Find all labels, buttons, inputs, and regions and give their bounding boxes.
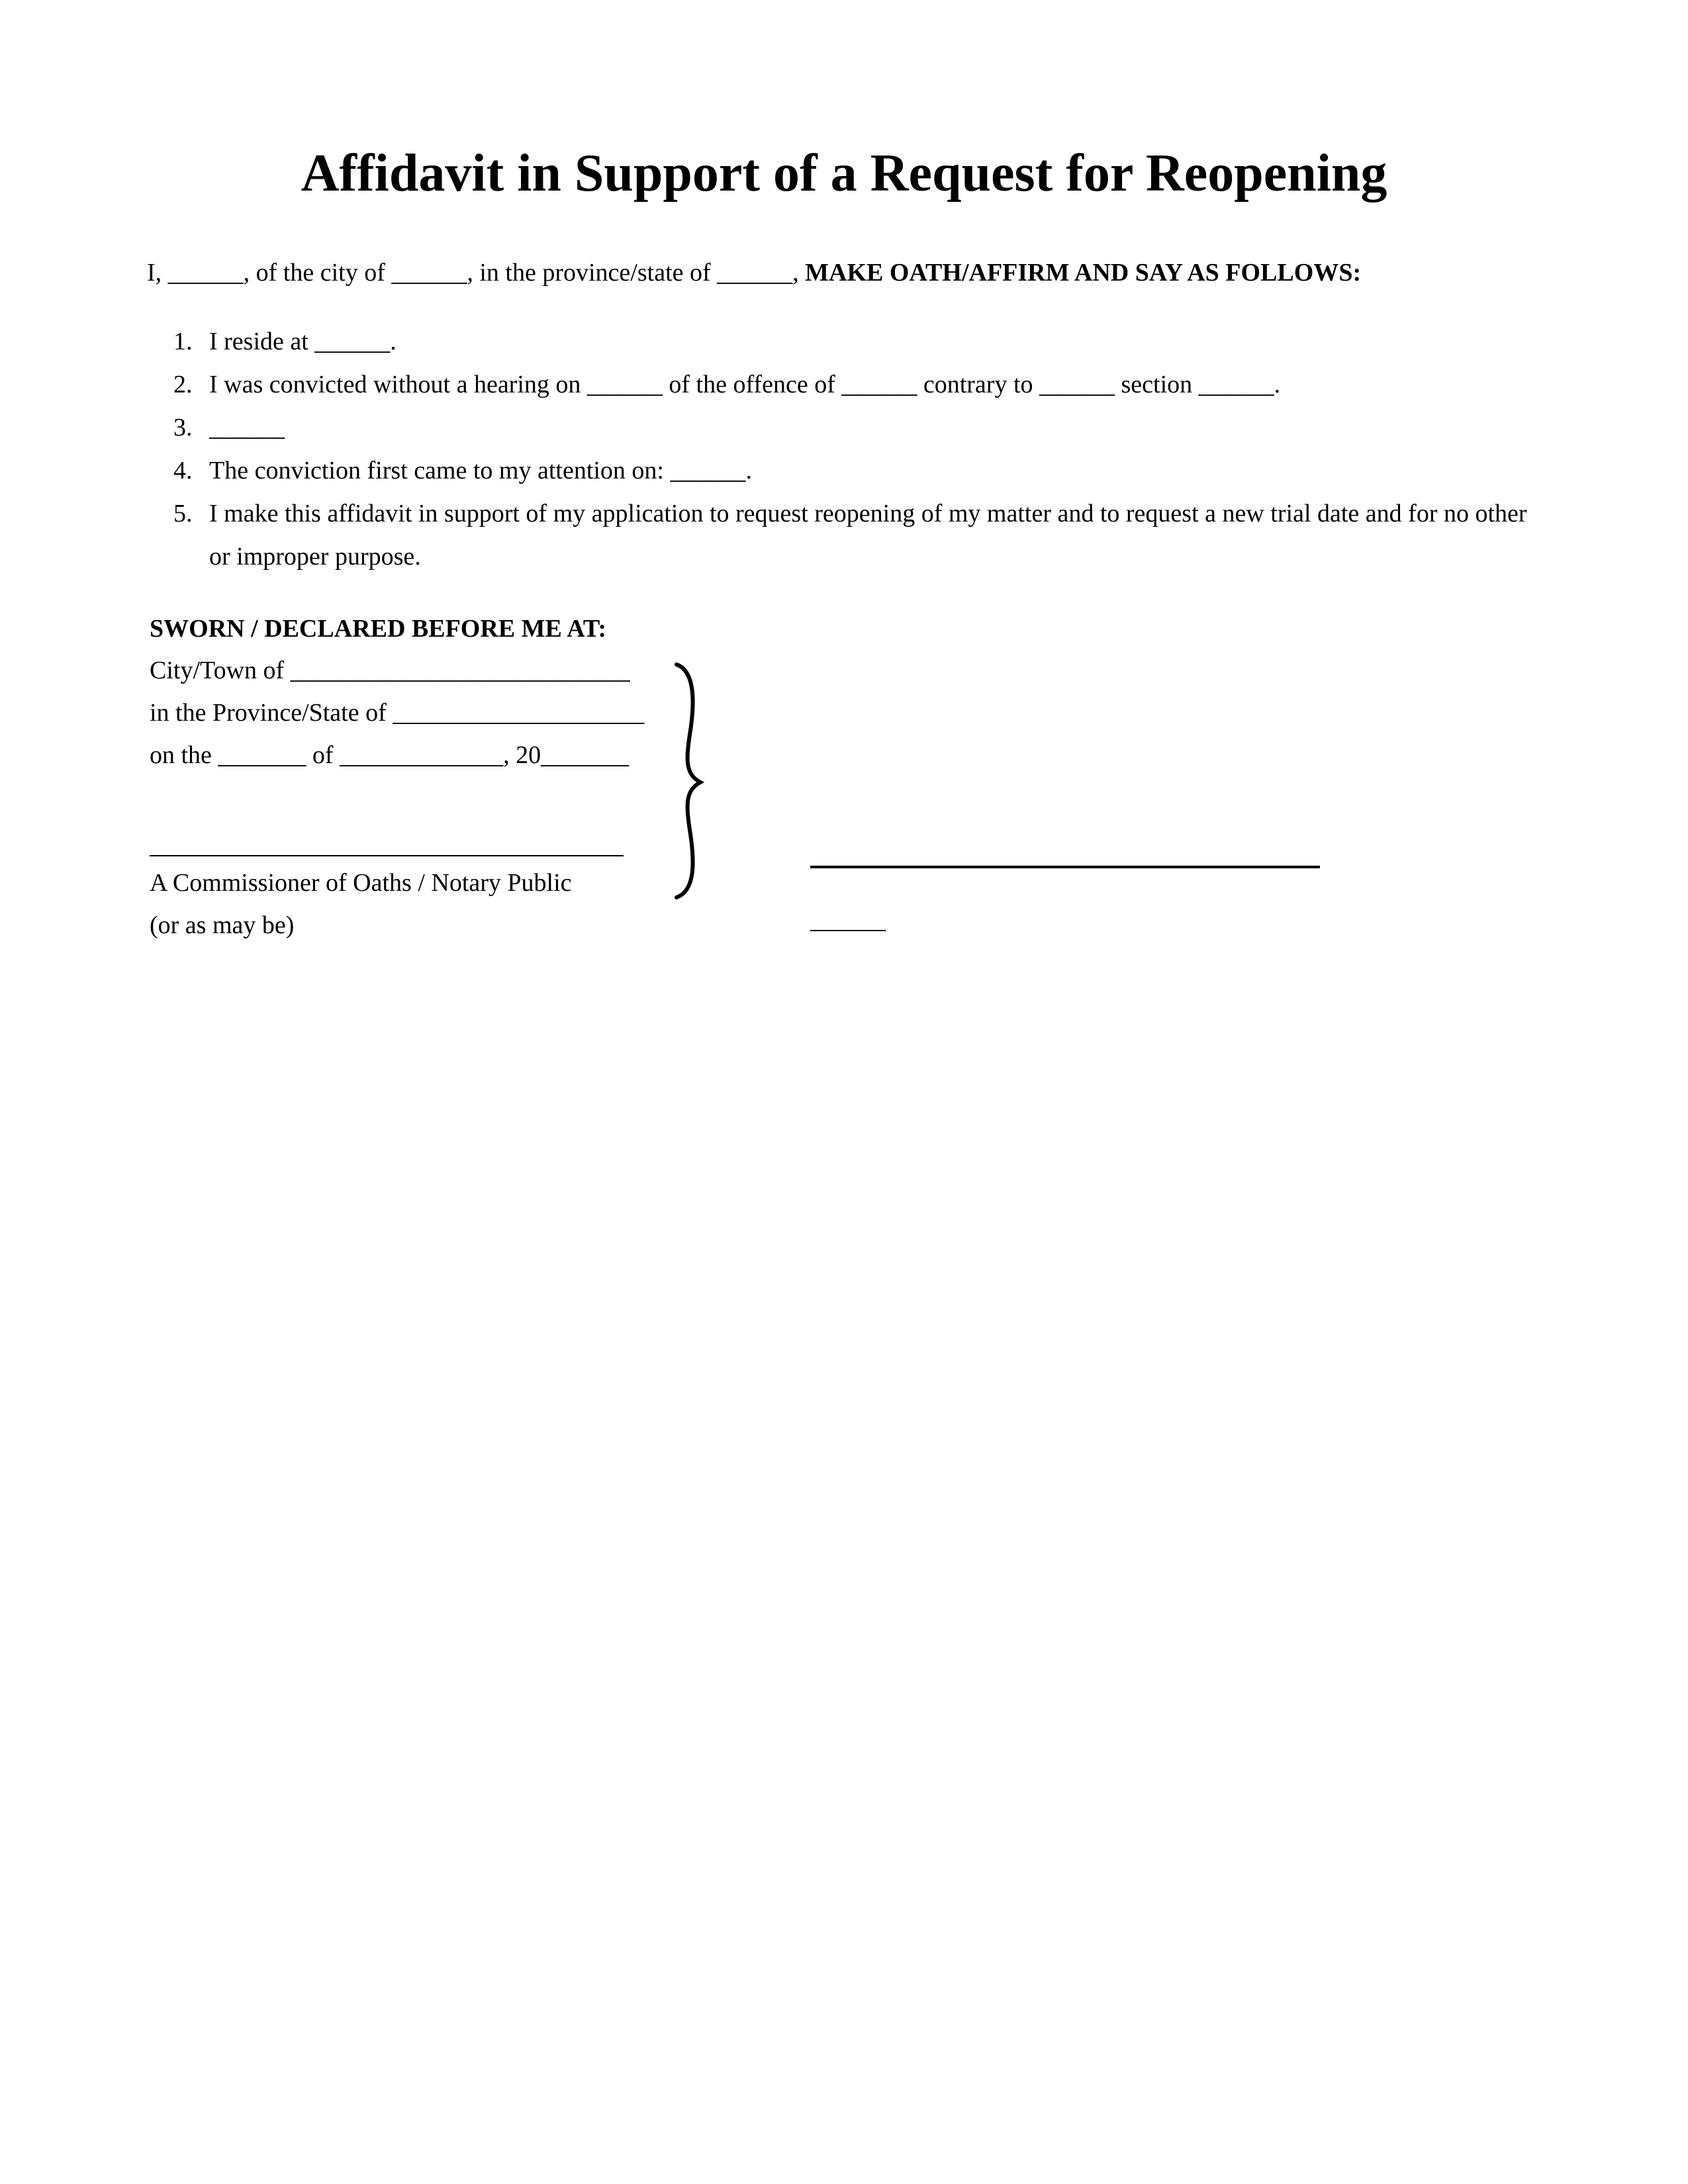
jurat-city-line: City/Town of ___________________________ [150, 657, 630, 684]
commissioner-signature-line [150, 855, 624, 856]
item-number: 4. [173, 457, 193, 484]
jurat-date-line: on the _______ of _____________, 20_______ [150, 741, 630, 769]
intro-text: I, ______, of the city of ______, in the province/state of ______, [147, 259, 806, 287]
item-text: I was convicted without a hearing on ______ of the offence of ______ contrary to ______ section ______. [209, 371, 1281, 398]
affidavit-items-list [147, 320, 1544, 578]
item-text: The conviction first came to my attention on: ______. [209, 457, 752, 484]
list-item [147, 406, 1544, 449]
item-text: I make this affidavit in support of my application to request reopening of my matter and to request a new trial date and for no other or improper purpose. [209, 500, 1527, 570]
item-text: ______ [209, 414, 285, 441]
item-number: 5. [173, 500, 193, 527]
item-number: 1. [173, 328, 193, 355]
commissioner-note: (or as may be) [150, 911, 295, 939]
jurat-province-line: in the Province/State of ____________________ [150, 699, 645, 727]
deponent-name-placeholder: ______ [810, 906, 886, 934]
item-number: 3. [173, 414, 193, 441]
list-item [147, 363, 1544, 406]
list-item [147, 492, 1544, 578]
intro-oath-text: MAKE OATH/AFFIRM AND SAY AS FOLLOWS: [805, 259, 1362, 287]
list-item [147, 320, 1544, 363]
commissioner-title: A Commissioner of Oaths / Notary Public [150, 869, 572, 897]
jurat-heading: SWORN / DECLARED BEFORE ME AT: [150, 615, 607, 643]
document-title: Affidavit in Support of a Request for Reopening [301, 144, 1387, 203]
intro-paragraph [147, 254, 1361, 291]
item-number: 2. [173, 371, 193, 398]
list-item [147, 449, 1544, 492]
deponent-signature-line [810, 866, 1320, 868]
item-text: I reside at ______. [209, 328, 397, 355]
curly-brace-icon [669, 662, 715, 900]
